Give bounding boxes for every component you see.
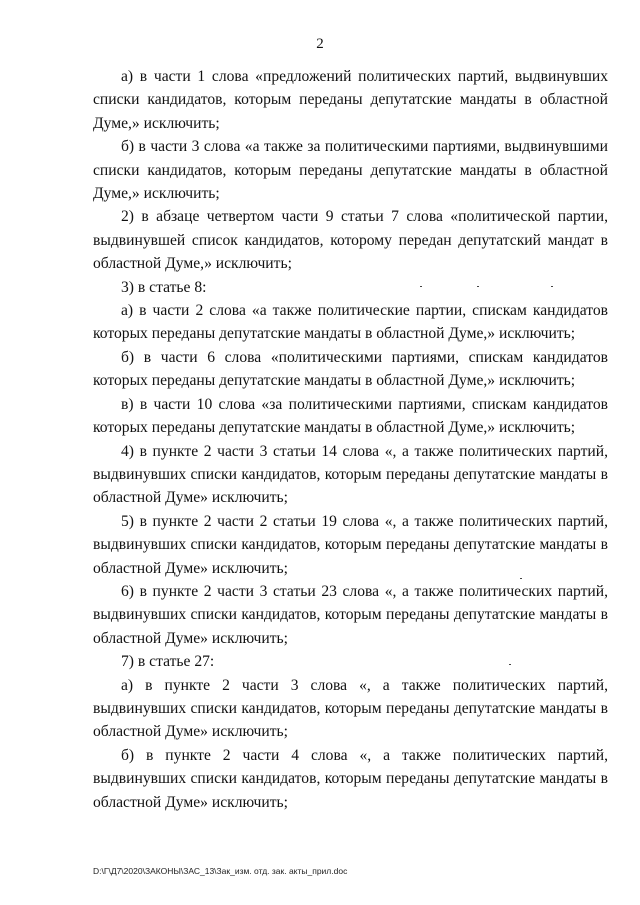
paragraph: а) в пункте 2 части 3 слова «, а также политических партий, выдвинувших списки кандидатов, которым переданы депутатские мандаты в областной Думе» исключить; xyxy=(93,676,608,741)
paragraph: 5) в пункте 2 части 2 статьи 19 слова «, а также политических партий, выдвинувших списки кандидатов, которым переданы депутатские мандаты в областной Думе» исключить; xyxy=(93,512,608,577)
paragraph: 3) в статье 8: xyxy=(121,278,207,296)
paragraph: в) в части 10 слова «за политическими партиями, спискам кандидатов которых переданы депутатские мандаты в областной Думе,» исключить; xyxy=(93,395,608,437)
document-body xyxy=(93,65,608,814)
paragraph: 6) в пункте 2 части 3 статьи 23 слова «, а также политических партий, выдвинувших списки кандидатов, которым переданы депутатские мандаты в областной Думе» исключить; xyxy=(93,582,608,647)
paragraph: б) в части 6 слова «политическими партиями, спискам кандидатов которых переданы депутатские мандаты в областной Думе,» исключить; xyxy=(93,348,608,390)
paragraph: 2) в абзаце четвертом части 9 статьи 7 слова «политической партии, выдвинувшей список кандидатов, которому передан депутатский мандат в областной Думе,» исключить; xyxy=(93,208,608,273)
paragraph: 7) в статье 27: xyxy=(121,653,215,671)
file-path-footer: D:\Г\Д7\2020\ЗАКОНЫ\ЗАС_13\Зак_изм. отд. зак. акты_прил.doc xyxy=(93,866,348,876)
scan-speck xyxy=(551,286,553,287)
scan-speck xyxy=(509,664,511,665)
scan-speck xyxy=(420,286,422,287)
paragraph: б) в пункте 2 части 4 слова «, а также политических партий, выдвинувших списки кандидатов, которым переданы депутатские мандаты в областной Думе» исключить; xyxy=(93,746,608,811)
scan-speck xyxy=(477,286,479,287)
paragraph: 4) в пункте 2 части 3 статьи 14 слова «, а также политических партий, выдвинувших списки кандидатов, которым переданы депутатские мандаты в областной Думе» исключить; xyxy=(93,442,608,507)
paragraph: а) в части 1 слова «предложений политических партий, выдвинувших списки кандидатов, которым переданы депутатские мандаты в областной Думе,» исключить; xyxy=(93,68,608,132)
paragraph: а) в части 2 слова «а также политические партии, спискам кандидатов которых переданы депутатские мандаты в областной Думе,» исключить; xyxy=(93,302,608,343)
page-number: 2 xyxy=(316,36,324,52)
scan-speck xyxy=(520,578,522,579)
paragraph: б) в части 3 слова «а также за политическими партиями, выдвинувшими списки кандидатов, которым переданы депутатские мандаты в областной Думе,» исключить; xyxy=(93,138,608,203)
